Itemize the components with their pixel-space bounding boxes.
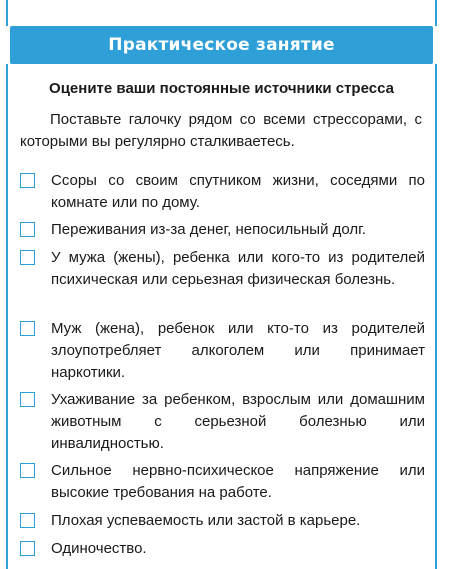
checkbox[interactable] bbox=[20, 222, 35, 237]
checkbox[interactable] bbox=[20, 321, 35, 336]
checkbox[interactable] bbox=[20, 173, 35, 188]
checklist-item-label: Плохая успеваемость или застой в карьере. bbox=[51, 512, 361, 529]
banner-title: Практическое занятие bbox=[108, 35, 335, 55]
checkbox[interactable] bbox=[20, 513, 35, 528]
checklist-item bbox=[20, 318, 425, 384]
checklist-item bbox=[20, 170, 425, 214]
checklist-item bbox=[20, 247, 425, 291]
checklist-item-label: Сильное нервно-психическое напряжение или высокие требования на работе. bbox=[51, 462, 425, 501]
checklist-item bbox=[20, 389, 425, 455]
checkbox[interactable] bbox=[20, 250, 35, 265]
checklist-item-label: У мужа (жены), ребенка или кого-то из родителей психическая или серьезная физическая болезнь. bbox=[51, 249, 425, 288]
checklist-item-label: Переживания из-за денег, непосильный долг. bbox=[51, 221, 366, 238]
section-banner bbox=[10, 26, 433, 64]
checklist-item-label: Ссоры со своим спутником жизни, соседями по комнате или по дому. bbox=[51, 172, 425, 211]
checklist-item-label: Муж (жена), ребенок или кто-то из родителей злоупотребляет алкоголем или принимает наркотики. bbox=[51, 320, 425, 381]
checklist-item-label: Одиночество. bbox=[51, 540, 147, 557]
worksheet-heading: Оцените ваши постоянные источники стресса bbox=[49, 80, 394, 97]
checklist-item bbox=[20, 510, 425, 532]
checklist-item bbox=[20, 460, 425, 504]
checkbox[interactable] bbox=[20, 463, 35, 478]
checkbox[interactable] bbox=[20, 392, 35, 407]
checklist-item-label: Ухаживание за ребенком, взрослым или домашним животным с серьезной болезнью или инвалидностью. bbox=[51, 391, 425, 452]
checklist-item bbox=[20, 538, 425, 560]
checkbox[interactable] bbox=[20, 541, 35, 556]
instructions-text: Поставьте галочку рядом со всеми стрессорами, с которыми вы регулярно сталкиваетесь. bbox=[20, 111, 422, 150]
checklist-item bbox=[20, 219, 425, 241]
